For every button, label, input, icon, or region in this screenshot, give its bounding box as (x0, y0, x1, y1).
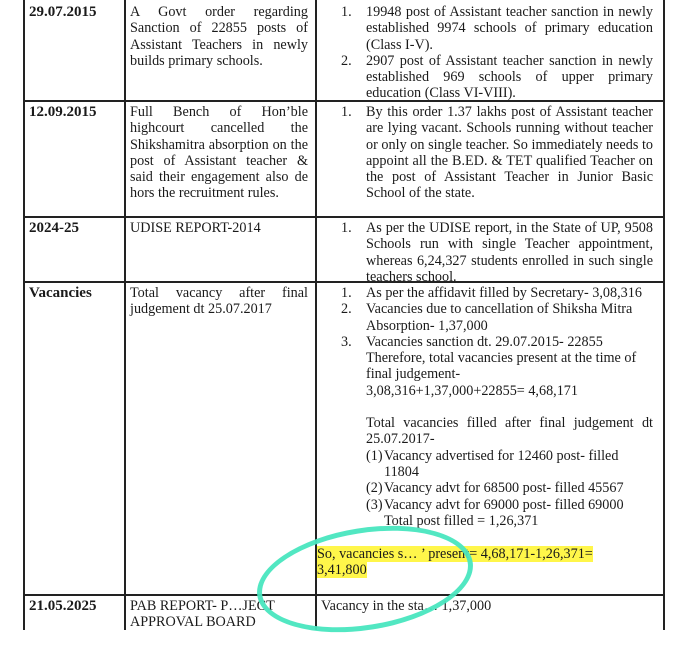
row-date: 29.07.2015 (29, 4, 97, 20)
calculation-text: 3,08,316+1,37,000+22855= 4,68,171 (366, 382, 578, 399)
list-item: 2. 2907 post of Assistant teacher sanction in newly established 969 schools of upper primary education (Class VI-VIII). (341, 52, 653, 102)
list-item: 1. By this order 1.37 lakhs post of Assistant teacher are lying vacant. Schools running without teacher or only on single teacher. So immediately needs to appoint all the B.ED. & TET qualified Teacher on the post of Assistant Teacher in Junior Basic School of the state. (341, 104, 653, 202)
row-details (341, 4, 653, 102)
row-divider (23, 216, 664, 218)
highlight-line: 3,41,800 (317, 562, 367, 579)
row-details (341, 285, 653, 529)
list-item: 3. Vacancies sanction dt. 29.07.2015- 22855 (341, 333, 603, 350)
row-date: 2024-25 (29, 220, 79, 236)
row-description: UDISE REPORT-2014 (130, 220, 261, 236)
highlighted-result (317, 546, 662, 579)
highlight-line: So, vacancies s… ’ present= 4,68,171-1,26,371= (317, 546, 593, 562)
therefore-text: Therefore, total vacancies present at the time of final judgement- (366, 350, 637, 383)
table-divider-date (124, 0, 126, 630)
row-description: Total vacancy after final judgement dt 25.07.2017 (130, 285, 308, 318)
row-details: Vacancy in the sta… 1,37,000 (321, 598, 492, 614)
list-item: 1. As per the UDISE report, in the State of UP, 9508 Schools run with single Teacher appointment, whereas 6,24,327 students enrolled in such single teachers school. (341, 220, 653, 285)
filled-heading: Total vacancies filled after final judgement dt 25.07.2017- (366, 415, 653, 448)
row-details (341, 104, 653, 202)
list-item: (1) Vacancy advertised for 12460 post- filled 11804 (366, 447, 619, 480)
table-border-right (663, 0, 665, 630)
list-item: (3) Vacancy advt for 69000 post- filled 69000 (366, 496, 624, 513)
table-border-left (23, 0, 25, 630)
row-date: 12.09.2015 (29, 104, 97, 120)
row-date: 21.05.2025 (29, 598, 97, 614)
list-item: (2) Vacancy advt for 68500 post- filled 45567 (366, 480, 624, 497)
list-item: 2. Vacancies due to cancellation of Shiksha Mitra Absorption- 1,37,000 (341, 301, 633, 334)
row-details (341, 220, 653, 285)
total-filled: Total post filled = 1,26,371 (384, 512, 539, 529)
row-divider (23, 594, 664, 596)
table-divider-description (315, 0, 317, 630)
row-description: PAB REPORT- P…JECT APPROVAL BOARD (130, 598, 275, 631)
list-item: 1. 19948 post of Assistant teacher sanction in newly established 9974 schools of primary education (Class I-V). (341, 4, 653, 53)
row-description: Full Bench of Hon’ble highcourt cancelled the Shikshamitra absorption on the post of Assistant teacher & said their engagement also de hors the recruitment rules. (130, 104, 308, 202)
row-date: Vacancies (29, 285, 92, 301)
row-description: A Govt order regarding Sanction of 22855 posts of Assistant Teachers in newly builds primary schools. (130, 4, 308, 69)
list-item: 1. As per the affidavit filled by Secretary- 3,08,316 (341, 285, 642, 301)
